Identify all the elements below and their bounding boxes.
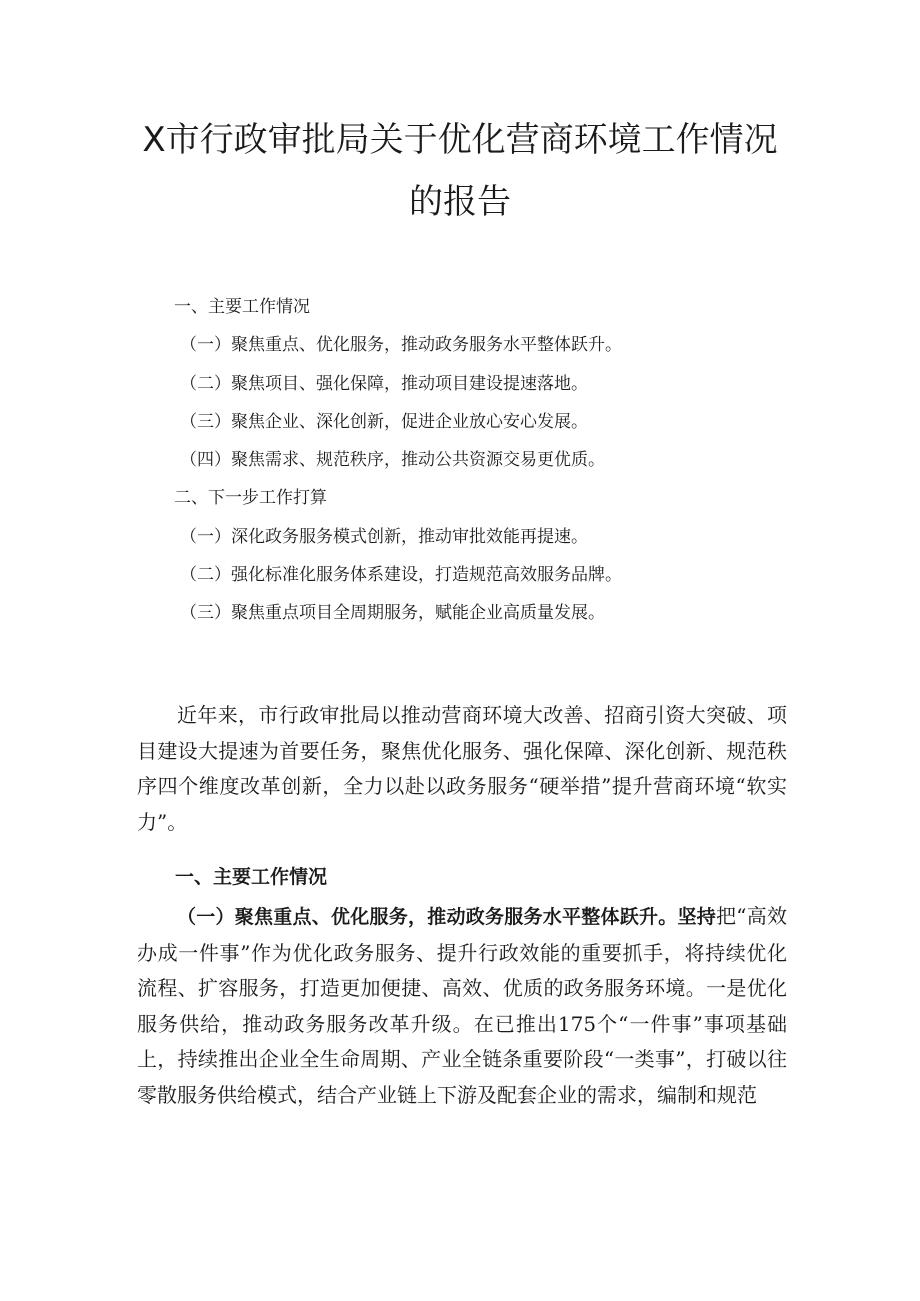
table-of-contents [174,288,874,633]
body-paragraph [137,899,787,1114]
toc-item: （一）聚焦重点、优化服务，推动政务服务水平整体跃升。 [180,335,622,356]
toc-item: 二、下一步工作打算 [174,488,327,509]
toc-item: （一）深化政务服务模式创新，推动审批效能再提速。 [180,526,588,547]
toc-item: （二）聚焦项目、强化保障，推动项目建设提速落地。 [180,373,588,394]
toc-item: （四）聚焦需求、规范秩序，推动公共资源交易更优质。 [180,450,605,471]
toc-item: （二）强化标准化服务体系建设，打造规范高效服务品牌。 [180,565,622,586]
section-heading: 一、主要工作情况 [175,866,328,889]
document-title-line-1: X市行政审批局关于优化营商环境工作情况 [142,120,778,160]
toc-item: （三）聚焦企业、深化创新，促进企业放心安心发展。 [180,411,588,432]
toc-item: 一、主要工作情况 [174,297,310,317]
paragraph-text: 把“高效办成一件事”作为优化政务服务、提升行政效能的重要抓手，将持续优化流程、扩容服务，打造更加便捷、高效、优质的政务服务环境。一是优化服务供给，推动政务服务改革升级。在已推出175个“一件事”事项基础上，持续推出企业全生命周期、产业全链条重要阶段“一类事”，打破以往零散服务供给模式，结合产业链上下游及配套企业的需求，编制和规范 [137,903,787,1107]
paragraph-lead: （一）聚焦重点、优化服务，推动政务服务水平整体跃升。坚持 [177,905,717,928]
intro-paragraph: 近年来，市行政审批局以推动营商环境大改善、招商引资大突破、项目建设大提速为首要任务，聚焦优化服务、强化保障、深化创新、规范秩序四个维度改革创新，全力以赴以政务服务“硬举措”提升营商环境“软实力”。 [137,703,787,834]
toc-item: （三）聚焦重点项目全周期服务，赋能企业高质量发展。 [180,603,605,624]
document-title-line-2: 的报告 [409,182,511,222]
document-body [137,698,787,1114]
